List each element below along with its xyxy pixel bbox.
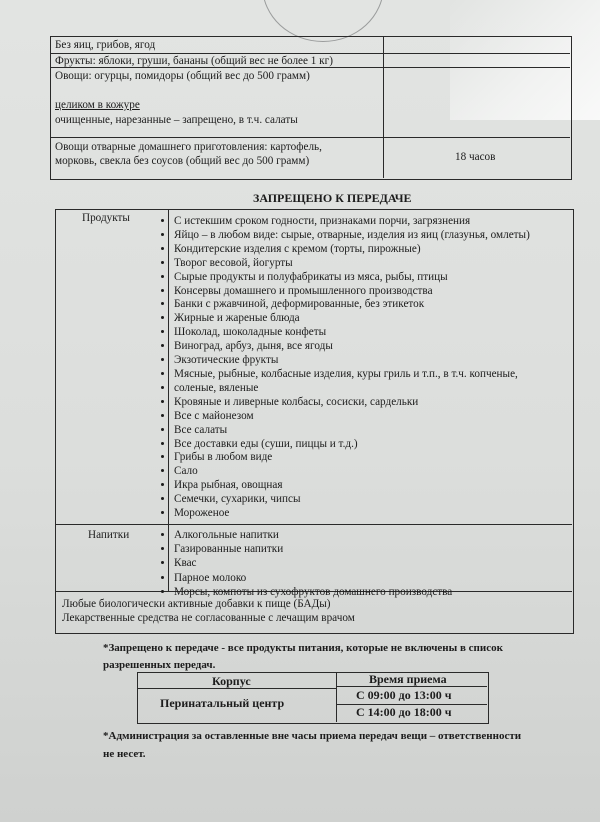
note-forbidden-line1: *Запрещено к передаче - все продукты питания, которые не включены в список: [103, 642, 503, 654]
forbidden-table-row-divider: [55, 524, 572, 525]
drinks-label: Напитки: [88, 529, 130, 541]
note-admin-line1: *Администрация за оставленные вне часы приема передач вещи – ответственности: [103, 730, 522, 742]
note-forbidden-line2: разрешенных передач.: [103, 659, 216, 671]
list-item: • Сало: [174, 465, 530, 479]
list-item: • Мороженое: [174, 507, 530, 521]
note-admin-line2: не несет.: [103, 748, 146, 760]
list-item: • Грибы в любом виде: [174, 451, 530, 465]
list-item: • Мясные, рыбные, колбасные изделия, куры гриль и т.п., в т.ч. копченые,: [174, 368, 530, 382]
top-table-row1: Без яиц, грибов, ягод: [55, 39, 156, 51]
drinks-list: [174, 528, 452, 599]
top-table-column-divider: [383, 36, 384, 178]
list-item: • Все доставки еды (суши, пиццы и т.д.): [174, 438, 530, 452]
list-item: • Все с майонезом: [174, 410, 530, 424]
schedule-time-morning: С 09:00 до 13:00 ч: [356, 688, 452, 702]
schedule-column-divider: [336, 672, 337, 722]
top-table-row-divider: [50, 53, 570, 54]
schedule-header-building: Корпус: [212, 674, 251, 688]
schedule-row-divider: [336, 686, 487, 687]
schedule-header-time: Время приема: [369, 672, 447, 686]
products-list: [174, 215, 530, 521]
list-item: • Виноград, арбуз, дыня, все ягоды: [174, 340, 530, 354]
supplements-line: Любые биологически активные добавки к пище (БАДы): [62, 598, 331, 610]
list-item: • Банки с ржавчиной, деформированные, без этикеток: [174, 298, 530, 312]
list-item: • Яйцо – в любом виде: сырые, отварные, изделия из яиц (глазунья, омлеты): [174, 229, 530, 243]
list-item: • Кровяные и ливерные колбасы, сосиски, сардельки: [174, 396, 530, 410]
list-item: • Семечки, сухарики, чипсы: [174, 493, 530, 507]
top-table-row2-line2: Овощи: огурцы, помидоры (общий вес до 500 грамм): [55, 70, 310, 82]
schedule-building-name: Перинатальный центр: [160, 696, 285, 710]
list-item: • Квас: [174, 556, 452, 570]
medicines-line: Лекарственные средства не согласованные с лечащим врачом: [62, 612, 355, 624]
schedule-time-afternoon: С 14:00 до 18:00 ч: [356, 705, 452, 719]
list-item: • Сырые продукты и полуфабрикаты из мяса, рыбы, птицы: [174, 271, 530, 285]
list-item: • С истекшим сроком годности, признаками порчи, загрязнения: [174, 215, 530, 229]
list-item: • Кондитерские изделия с кремом (торты, пирожные): [174, 243, 530, 257]
list-item: • Парное молоко: [174, 571, 452, 585]
top-table-row4-line1: Овощи отварные домашнего приготовления: картофель,: [55, 141, 322, 153]
list-item: • Газированные напитки: [174, 542, 452, 556]
top-table-row4-line2: морковь, свекла без соусов (общий вес до 500 грамм): [55, 155, 310, 167]
products-label: Продукты: [82, 212, 130, 224]
list-item: • соленые, вяленые: [174, 382, 530, 396]
list-item: • Экзотические фрукты: [174, 354, 530, 368]
list-item: • Алкогольные напитки: [174, 528, 452, 542]
top-table-row2-line1: Фрукты: яблоки, груши, бананы (общий вес не более 1 кг): [55, 55, 333, 67]
list-item: • Шоколад, шоколадные конфеты: [174, 326, 530, 340]
forbidden-table-column-divider: [168, 209, 169, 591]
list-item: • Морсы, компоты из сухофруктов домашнего производства: [174, 585, 452, 599]
top-table-row-divider: [50, 137, 570, 138]
list-item: • Жирные и жареные блюда: [174, 312, 530, 326]
list-item: • Икра рыбная, овощная: [174, 479, 530, 493]
schedule-row-divider: [137, 688, 336, 689]
list-item: • Все салаты: [174, 424, 530, 438]
list-item: • Творог весовой, йогурты: [174, 257, 530, 271]
forbidden-title: ЗАПРЕЩЕНО К ПЕРЕДАЧЕ: [253, 191, 412, 205]
top-table-row3-line1: целиком в кожуре: [55, 99, 140, 111]
top-table-row3-line2: очищенные, нарезанные – запрещено, в т.ч. салаты: [55, 114, 298, 126]
top-table-row4-time: 18 часов: [455, 151, 496, 163]
list-item: • Консервы домашнего и промышленного производства: [174, 285, 530, 299]
